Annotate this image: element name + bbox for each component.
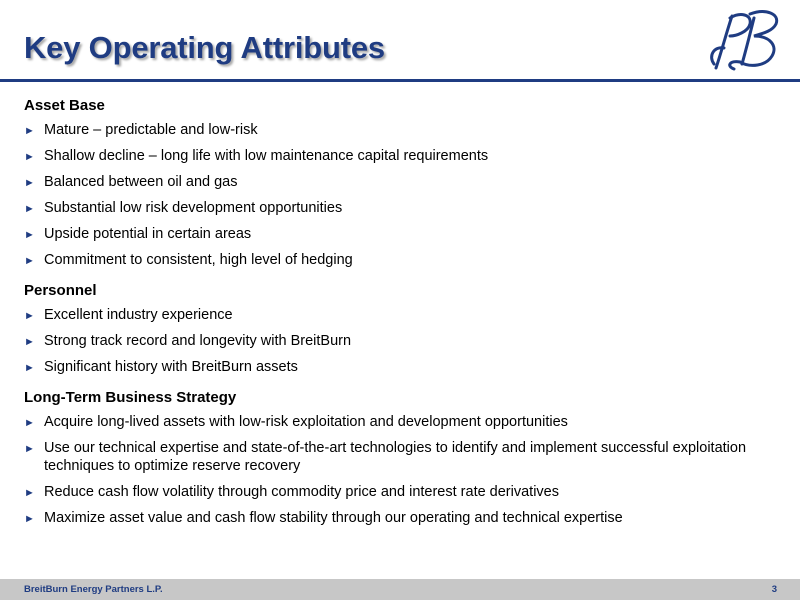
bullet-arrow-icon: ► — [24, 229, 35, 241]
bullet-text: Commitment to consistent, high level of hedging — [44, 252, 353, 268]
bullet-item — [24, 306, 784, 324]
bullet-text: Strong track record and longevity with BreitBurn — [44, 333, 352, 349]
bullet-text: Significant history with BreitBurn assets — [44, 359, 298, 375]
bullet-item — [24, 439, 784, 475]
bullet-item — [24, 358, 784, 376]
bullet-arrow-icon: ► — [24, 125, 35, 137]
bullet-item — [24, 225, 784, 243]
bullet-arrow-icon: ► — [24, 443, 35, 455]
bullet-item — [24, 483, 784, 501]
bullet-text: Shallow decline – long life with low maintenance capital requirements — [44, 148, 489, 164]
section-asset-base — [24, 96, 784, 269]
bullet-arrow-icon: ► — [24, 362, 35, 374]
title-underline — [0, 79, 800, 82]
section-heading: Long-Term Business Strategy — [24, 389, 237, 406]
breitburn-logo-icon — [700, 6, 782, 74]
bullet-text: Substantial low risk development opportunities — [44, 200, 343, 216]
bullet-arrow-icon: ► — [24, 513, 35, 525]
bullet-item — [24, 121, 784, 139]
bullet-item — [24, 251, 784, 269]
bullet-item — [24, 173, 784, 191]
footer-company-name: BreitBurn Energy Partners L.P. — [24, 584, 163, 595]
bullet-arrow-icon: ► — [24, 203, 35, 215]
bullet-text: Mature – predictable and low-risk — [44, 122, 258, 138]
section-personnel — [24, 281, 784, 376]
page-number: 3 — [771, 584, 777, 595]
bullet-text: Maximize asset value and cash flow stability through our operating and technical expertise — [44, 510, 623, 526]
section-heading: Asset Base — [24, 97, 105, 114]
bullet-text: Reduce cash flow volatility through commodity price and interest rate derivatives — [44, 484, 559, 500]
bullet-arrow-icon: ► — [24, 255, 35, 267]
footer-bar — [0, 579, 800, 600]
bullet-arrow-icon: ► — [24, 417, 35, 429]
section-long-term-business-strategy — [24, 388, 784, 527]
section-heading: Personnel — [24, 282, 97, 299]
slide-title: Key Operating Attributes — [24, 30, 385, 65]
bullet-item — [24, 147, 784, 165]
bullet-arrow-icon: ► — [24, 336, 35, 348]
bullet-text: Balanced between oil and gas — [44, 174, 238, 190]
bullet-arrow-icon: ► — [24, 151, 35, 163]
bullet-text: Use our technical expertise and state-of-the-art technologies to identify and implement successful exploitation techniques to optimize reserve recovery — [44, 440, 747, 474]
bullet-text: Upside potential in certain areas — [44, 226, 252, 242]
slide-content — [24, 96, 784, 535]
bullet-item — [24, 509, 784, 527]
bullet-arrow-icon: ► — [24, 487, 35, 499]
bullet-arrow-icon: ► — [24, 310, 35, 322]
bullet-text: Acquire long-lived assets with low-risk exploitation and development opportunities — [44, 414, 568, 430]
bullet-arrow-icon: ► — [24, 177, 35, 189]
bullet-item — [24, 199, 784, 217]
bullet-item — [24, 332, 784, 350]
bullet-item — [24, 413, 784, 431]
bullet-text: Excellent industry experience — [44, 307, 233, 323]
